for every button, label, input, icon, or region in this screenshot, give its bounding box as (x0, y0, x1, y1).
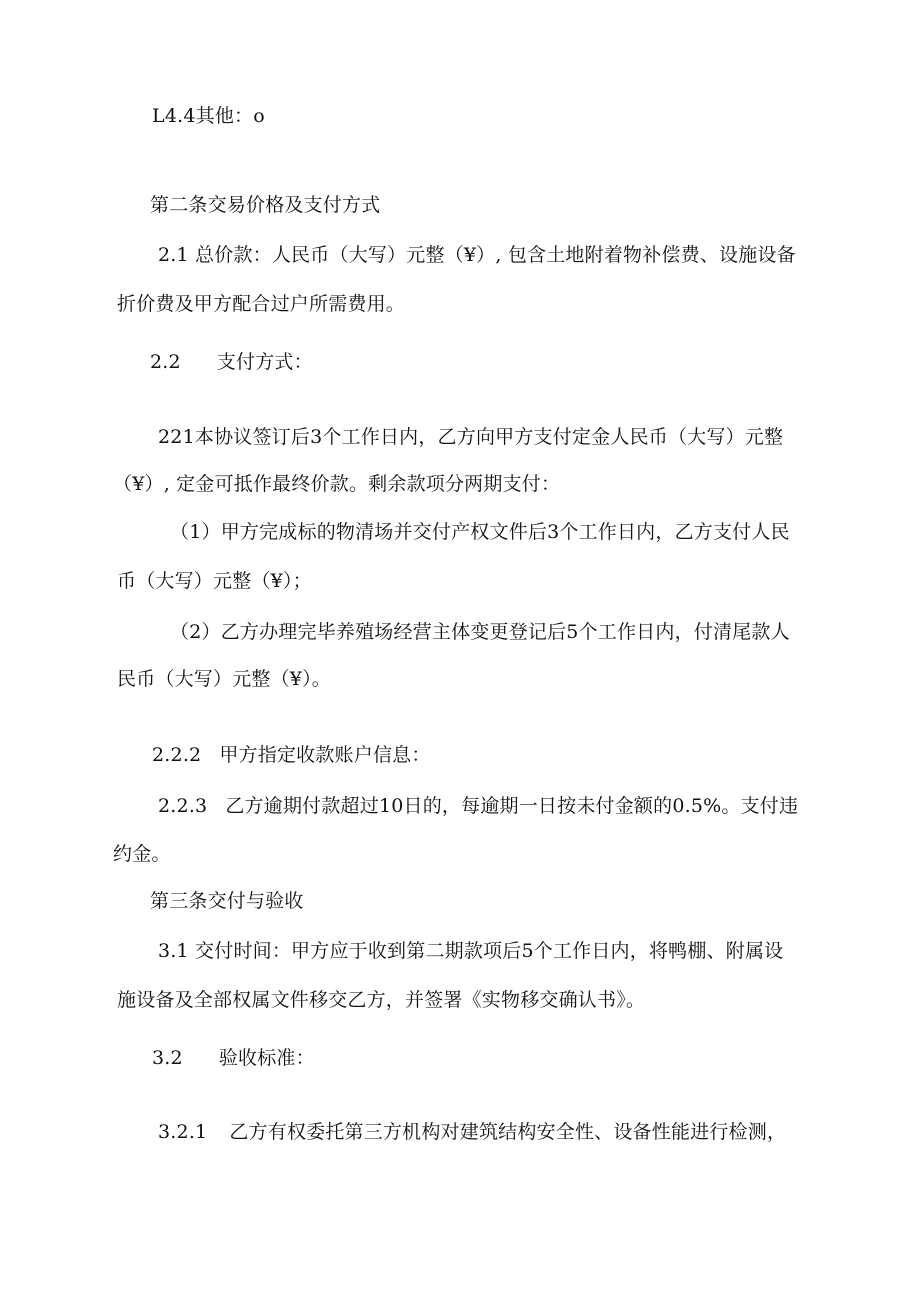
clause-2-1-line-1: 2.1 总价款：人民币（大写）元整（¥）, 包含土地附着物补偿费、设施设备 (158, 244, 796, 266)
clause-2-2-3-line-1 (158, 794, 798, 818)
payment-item-1-line-2: 币（大写）元整（¥）； (117, 570, 312, 592)
clause-text: 乙方有权委托第三方机构对建筑结构安全性、设备性能进行检测， (229, 1121, 787, 1143)
article-2-heading: 第二条交易价格及支付方式 (150, 194, 381, 216)
clause-3-1-line-1: 3.1 交付时间：甲方应于收到第二期款项后5个工作日内，将鸭棚、附属设 (158, 940, 784, 962)
clause-number: 3.2 (152, 1047, 183, 1069)
payment-item-2-line-1: （2）乙方办理完毕养殖场经营主体变更登记后5个工作日内，付清尾款人 (170, 621, 790, 643)
clause-2-2-1-line-1: 221本协议签订后3个工作日内，乙方向甲方支付定金人民币（大写）元整 (158, 426, 784, 448)
clause-3-2 (152, 1046, 315, 1070)
clause-1-4-4-other: L4.4其他：o (152, 105, 265, 127)
clause-2-2-3-line-2: 约金。 (113, 843, 171, 865)
clause-3-1-line-2: 施设备及全部权属文件移交乙方，并签署《实物移交确认书》。 (117, 989, 646, 1011)
clause-title: 验收标准： (218, 1047, 315, 1069)
clause-title: 甲方指定收款账户信息： (219, 744, 431, 766)
clause-2-1-line-2: 折价费及甲方配合过户所需费用。 (117, 293, 406, 315)
payment-item-1-line-1: （1）甲方完成标的物清场并交付产权文件后3个工作日内，乙方支付人民 (170, 521, 790, 543)
clause-2-2-2 (152, 743, 431, 767)
payment-item-2-line-2: 民币（大写）元整（¥）。 (117, 668, 331, 690)
clause-title: 支付方式： (216, 351, 313, 373)
clause-2-2 (150, 350, 313, 374)
article-3-heading: 第三条交付与验收 (150, 890, 304, 912)
clause-3-2-1 (158, 1120, 786, 1144)
clause-text: 乙方逾期付款超过10日的，每逾期一日按未付金额的0.5%。支付违 (225, 795, 799, 817)
clause-number: 2.2 (150, 351, 181, 373)
clause-2-2-1-line-2: （¥）, 定金可抵作最终价款。剩余款项分两期支付： (113, 473, 561, 495)
clause-number: 2.2.2 (152, 744, 202, 766)
clause-number: 3.2.1 (158, 1121, 208, 1143)
clause-number: 2.2.3 (158, 795, 208, 817)
